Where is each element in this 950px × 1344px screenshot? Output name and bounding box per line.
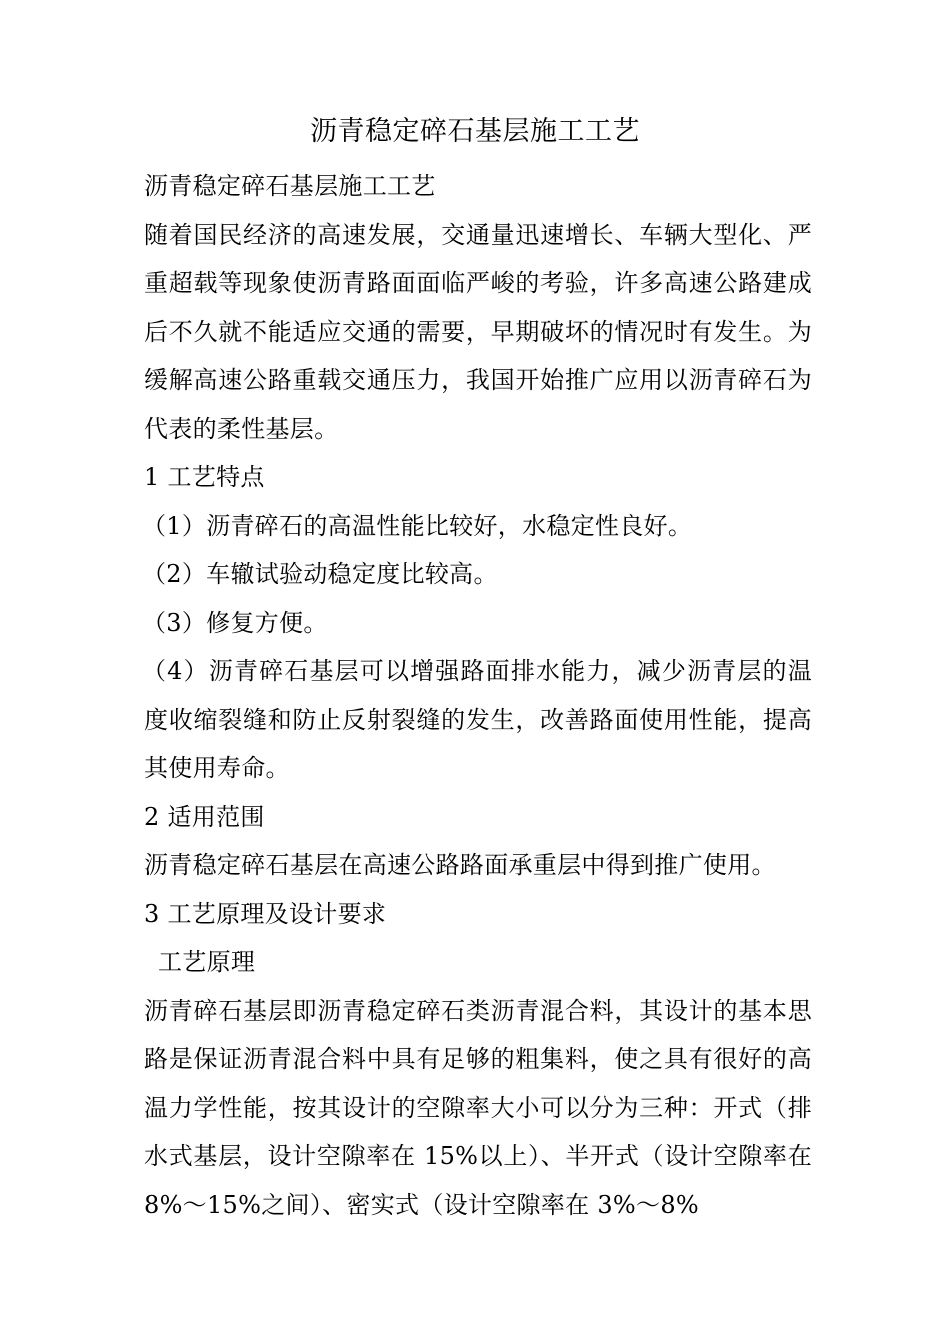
paragraph-subtitle: 沥青稳定碎石基层施工工艺 [144,172,436,200]
paragraph-principle: 沥青碎石基层即沥青稳定碎石类沥青混合料，其设计的基本思路是保证沥青混合料中具有足够的粗集料，使之具有很好的高温力学性能，按其设计的空隙率大小可以分为三种：开式（排水式基层，设计空隙率在 15%以上）、半开式（设计空隙率在 8%～15%之间）、密实式（设计空隙率在 3%～8% [144,996,812,1219]
section-heading-1: 1 工艺特点 [144,463,265,491]
paragraph-scope: 沥青稳定碎石基层在高速公路路面承重层中得到推广使用。 [144,851,776,879]
document-title: 沥青稳定碎石基层施工工艺 [310,116,640,147]
document-body [144,162,812,1229]
feature-item-3: （3）修复方便。 [142,608,328,637]
feature-item-1: （1）沥青碎石的高温性能比较好，水稳定性良好。 [142,511,693,540]
feature-item-2: （2）车辙试验动稳定度比较高。 [142,560,498,588]
section-heading-3: 3 工艺原理及设计要求 [144,899,387,928]
section-heading-2: 2 适用范围 [144,802,265,831]
subheading-principle: 工艺原理 [158,948,256,976]
paragraph-intro: 随着国民经济的高速发展，交通量迅速增长、车辆大型化、严重超载等现象使沥青路面面临严峻的考验，许多高速公路建成后不久就不能适应交通的需要，早期破坏的情况时有发生。为缓解高速公路重载交通压力，我国开始推广应用以沥青碎石为代表的柔性基层。 [144,220,812,443]
feature-item-4: （4）沥青碎石基层可以增强路面排水能力，减少沥青层的温度收缩裂缝和防止反射裂缝的发生，改善路面使用性能，提高其使用寿命。 [142,657,812,782]
